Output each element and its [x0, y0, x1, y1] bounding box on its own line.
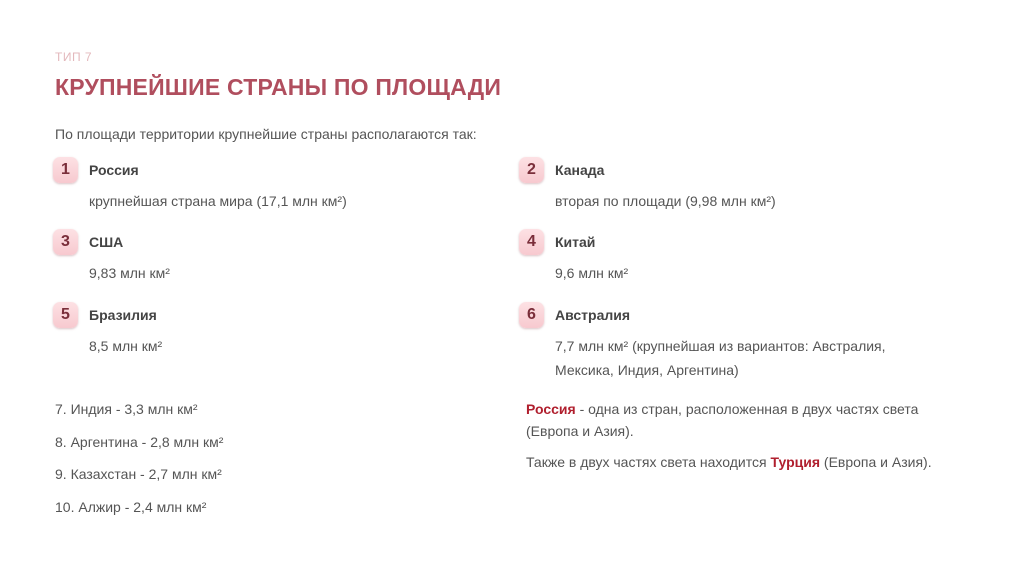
country-name: США: [89, 234, 124, 250]
intro-text: По площади территории крупнейшие страны располагаются так:: [55, 126, 477, 142]
country-name: Австралия: [555, 307, 631, 323]
country-desc: вторая по площади (9,98 млн км²): [555, 193, 776, 209]
rank-badge: 3: [53, 229, 78, 255]
country-desc: 8,5 млн км²: [89, 338, 163, 354]
country-desc: 9,6 млн км²: [555, 265, 629, 281]
note-russia: [526, 398, 946, 442]
country-desc: 9,83 млн км²: [89, 265, 170, 281]
notes-block: [526, 398, 946, 482]
country-name: Бразилия: [89, 307, 157, 323]
country-desc: 7,7 млн км² (крупнейшая из вариантов: Австралия, Мексика, Индия, Аргентина): [555, 338, 886, 378]
list-item: 7. Индия - 3,3 млн км²: [55, 401, 198, 417]
highlight-turkey: Турция: [770, 454, 821, 470]
country-desc: крупнейшая страна мира (17,1 млн км²): [89, 193, 347, 209]
note-turkey: [526, 451, 946, 473]
note-text: Также в двух частях света находится: [526, 454, 771, 470]
list-item: 9. Казахстан - 2,7 млн км²: [55, 466, 222, 482]
country-name: Китай: [555, 234, 596, 250]
page-title: КРУПНЕЙШИЕ СТРАНЫ ПО ПЛОЩАДИ: [55, 74, 502, 100]
rank-badge: 1: [53, 157, 78, 183]
rank-badge: 4: [519, 229, 544, 255]
type-label: ТИП 7: [55, 50, 93, 64]
country-name: Россия: [89, 162, 139, 178]
note-text: - одна из стран, расположенная в двух частях света (Европа и Азия).: [526, 401, 919, 439]
rank-badge: 6: [519, 302, 544, 328]
highlight-russia: Россия: [526, 401, 576, 417]
remaining-countries-list: [55, 399, 223, 529]
note-text: (Европа и Азия).: [820, 454, 932, 470]
rank-badge: 2: [519, 157, 544, 183]
rank-badge: 5: [53, 302, 78, 328]
list-item: 10. Алжир - 2,4 млн км²: [55, 498, 207, 515]
country-name: Канада: [555, 162, 605, 178]
list-item: 8. Аргентина - 2,8 млн км²: [55, 433, 224, 450]
